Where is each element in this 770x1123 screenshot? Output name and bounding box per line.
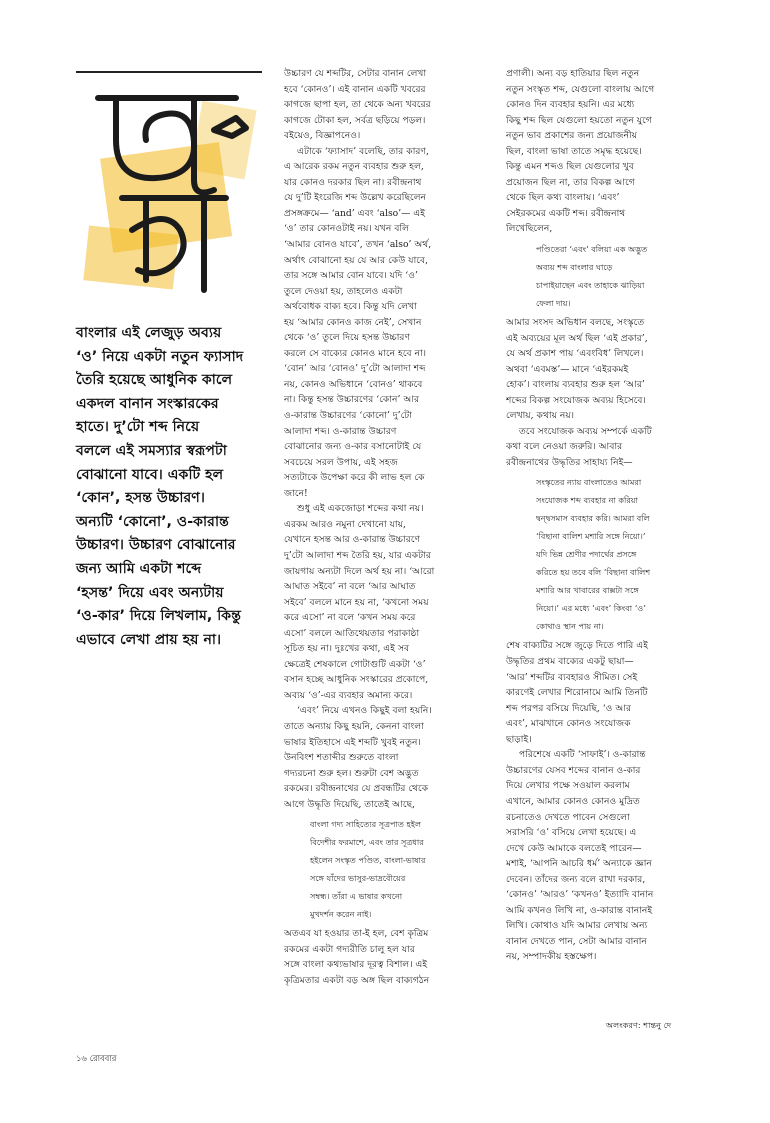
text-line: এটাকে ‘ফ্যাসাদ’ বলেছি, তার কারণ, (297, 145, 429, 157)
pull-quote-line: এভাবে লেখা প্রায় হয় না। (76, 631, 222, 648)
text-line: দ্বন্দ্বসমাস ব্যবহার করি। আমরা বলি (536, 513, 650, 524)
text-line: করলে সে বাক্যের কোনও মানে হবে না। (284, 347, 427, 359)
text-line: ‘আমার বোনও যাবে’, তখন ‘also’ অর্থ, (284, 239, 432, 251)
text-line: এবং’, মাঝখানে কোনও সংযোজক (506, 718, 631, 730)
text-line: না। কিন্তু হসন্ত উচ্চারণের ‘কোন’ আর (284, 394, 420, 406)
text-line: এসো’ বললে আতিথেয়তার পরাকাষ্ঠা (284, 627, 420, 639)
text-line: যেখানে হসন্ত আর ও-কারান্ত উচ্চারণে (284, 534, 421, 546)
pull-quote-line: ‘কোন’, হসন্ত উচ্চারণ। (76, 490, 205, 507)
text-line: বসান হচ্ছে আধুনিক সংস্কারের প্রকোপে, (284, 674, 429, 686)
text-line: উদ্ধৃতির প্রথম বাক্যের একটু ছায়া— (506, 656, 634, 668)
text-line: আগে উদ্ধৃতি দিয়েছি, তাতেই আছে, (284, 798, 416, 810)
column2-paragraph-4 (506, 638, 718, 747)
text-line: কাগজে ছাপা হল, তা থেকে অন্য খবরের (284, 99, 431, 111)
text-line: বইয়েও, বিজ্ঞাপনেও। (284, 130, 361, 142)
column2-paragraph-5 (506, 747, 718, 965)
text-line: ‘আর’ শব্দটির ব্যবহারও সীমিত। সেই (506, 671, 638, 683)
text-line: এরকম আরও নমুনা দেখানো যায়, (284, 518, 406, 530)
text-line: নিয়ো।’ এর মধ্যে ‘এবং’ কিংবা ‘ও’ (536, 603, 646, 614)
text-line: হোক’। বাংলায় ব্যবহার শুরু হল ‘আর’ (506, 379, 645, 391)
text-line: সবচেয়ে সরল উপায়, এই সহজ (284, 456, 398, 468)
pull-quote-line: উচ্চারণ। উচ্চারণ বোঝানোর (76, 537, 236, 554)
text-line: যদি ভিন্ন শ্রেণীর পদার্থের প্রসঙ্গে (536, 549, 637, 560)
text-line: বানান দেখতে পান, সেটা আমার বানান (506, 935, 647, 947)
text-line: লিখেছিলেন, (506, 223, 553, 235)
text-line: প্রয়োজন ছিল না, তার বিকল্প আগে (506, 176, 635, 188)
text-line: হইলেন সংস্কৃত পণ্ডিত, বাংলা-ভাষার (310, 855, 426, 866)
text-line: রকমের। রবীন্দ্রনাথের যে প্রবন্ধটির থেকে (284, 783, 429, 795)
text-line: বাংলা গদ্য সাহিত্যের সূত্রপাত হইল (310, 819, 421, 830)
text-line: যে অর্থ প্রকাশ পায় ‘এবংবিধ’ লিখলে। (506, 348, 644, 360)
pull-quote-line: অন্যটি ‘কোনো’, ও-কারান্ত (76, 513, 229, 530)
text-line: বিদেশীর ফরমাশে, এবং তার সূত্রধার (310, 837, 424, 848)
text-line: শেষ বাক্যটির সঙ্গে জুড়ে দিতে পারি এই (506, 640, 649, 652)
text-line: অব্যয় ‘ও’-এর ব্যবহার অমান্য করে। (284, 689, 413, 701)
text-line: ফেলা দায়। (536, 298, 571, 309)
text-line: করিতে হয় তবে বলি ‘বিছানা বালিশ (536, 567, 651, 578)
column2-paragraph-3 (506, 424, 718, 471)
text-line: পণ্ডিতেরা ‘এবং’ বলিয়া এক অদ্ভুত (536, 244, 648, 255)
text-line: সঙ্গে বাংলা কথ্যভাষার দূরত্ব বিশাল। এই (284, 959, 428, 971)
column2-paragraph-2 (506, 315, 718, 424)
text-line: কিছু শব্দ ছিল যেগুলো হয়তো নতুন যুগে (506, 114, 652, 126)
pull-quote-line: ‘হসন্ত’ দিয়ে এবং অন্যটায় (76, 584, 224, 601)
text-line: অব্যয় শব্দ বাংলার ঘাড়ে (536, 262, 613, 273)
pull-quote-line: বাংলার এই লেজুড় অব্যয় (76, 325, 222, 341)
text-line: দেবেন। তাঁদের জন্য বলে রাখা দরকার, (506, 873, 646, 885)
text-line: চাপাইয়াছেন এবং তাহাকে ঝাড়িয়া (536, 280, 645, 291)
text-line: ও-কারান্ত উচ্চারণের ‘কোনো’ দু’টো (284, 410, 412, 422)
pull-quote-line: বোঝানো যাবে। একটি হল (76, 466, 224, 483)
text-line: যে দু’টি ইংরেজি শব্দ উল্লেখ করেছিলেন (284, 192, 427, 204)
column2-paragraph-1 (506, 66, 718, 237)
text-line: ছাড়াই। (506, 733, 532, 745)
text-line: সঙ্গে যাঁদের ভাসুর-ভাদ্রবৌয়ের (310, 873, 406, 884)
text-line: কোনও দিন ব্যবহার হয়নি। এর মধ্যে (506, 99, 635, 111)
text-line: সরাসরি ‘ও’ বসিয়ে লেখা হয়েছে। এ (506, 827, 637, 839)
text-line: জানে! (284, 487, 308, 499)
text-line: ‘এবং’ নিয়ে এখনও কিছুই বলা হয়নি। (297, 705, 432, 717)
text-line: আমি কখনও লিখি না, ও-কারান্ত বানানই (506, 904, 653, 916)
text-line: সম্বন্ধ। তাঁরা এ ভাষার কখনো (310, 891, 403, 902)
text-line: থেকে ছিল কথ্য বাংলায়। ‘এবং’ (506, 192, 620, 204)
column1-paragraph-3 (284, 501, 499, 703)
text-line: ‘বোন’ আর ‘বোনও’ দু’টো আলাদা শব্দ (284, 363, 426, 375)
text-line: সেইরকমের একটি শব্দ। রবীন্দ্রনাথ (506, 207, 626, 219)
text-line: যার কোনও দরকার ছিল না। রবীন্দ্রনাথ (284, 176, 422, 188)
text-line: গদ্যরচনা শুরু হল। শুরুটা বেশ অদ্ভুত (284, 767, 419, 779)
text-line: সইবে’ বললে মানে হয় না, ‘কখনো সময় (284, 596, 429, 608)
column2-blockquote-2 (536, 473, 718, 635)
text-line: তবে সংযোজক অব্যয় সম্পর্কে একটি (519, 425, 652, 437)
column1-paragraph-1 (284, 66, 499, 144)
text-line: কোথাও স্থান পায় না। (536, 621, 604, 632)
text-line: বোঝানোর জন্য ও-কার বসানোটাই যে (284, 441, 422, 453)
text-line: অর্থবোধক বাক্য হবে। কিন্তু যদি লেখা (284, 301, 417, 313)
text-line: নয়, কোনও অভিধানে ‘বোনও’ থাকবে (284, 378, 423, 390)
title-illustration (76, 80, 262, 305)
text-line: অতএব যা হওয়ার তা-ই হল, বেশ কৃত্রিম (284, 928, 429, 940)
text-line: তুলে দেওয়া হয়, তাহলেও একটা (284, 285, 403, 297)
column2-blockquote-1 (536, 240, 718, 312)
text-line: নতুন সংস্কৃত শব্দ, যেগুলো বাংলায় আগে (506, 83, 655, 95)
text-line: ‘ও’ তার কোনওটাই নয়। যখন বলি (284, 223, 409, 235)
text-line: সংযোজক শব্দ ব্যবহার না করিয়া (536, 495, 638, 506)
text-line: সূচিত হয় না। দুঃখের কথা, এই সব (284, 643, 410, 655)
text-line: কৃত্রিমতার একটা বড় অঙ্গ ছিল বাক্যগঠন (284, 974, 430, 986)
illustration-credit: অলংকরণ: শান্তনু দে (606, 1020, 672, 1030)
pull-quote-line: তৈরি হয়েছে আধুনিক কালে (76, 372, 233, 389)
text-line: মশারি আর খাবারের বাক্সটা সঙ্গে (536, 585, 639, 596)
column1-paragraph-5 (284, 926, 499, 988)
text-line: আমার সংসদ অভিধান বলছে, সংস্কৃতে (506, 317, 645, 329)
text-line: করে এসো’ না বলে ‘কখন সময় করে (284, 612, 416, 624)
text-line: প্রসঙ্গক্রমে— ‘and’ এবং ‘also’— এই (284, 207, 425, 219)
text-line: রকমের একটা গদ্যরীতি চালু হল যার (284, 943, 415, 955)
top-rule (76, 71, 262, 73)
pull-quote-line: ‘ও-কার’ দিয়ে লিখলাম, কিন্তু (76, 608, 242, 625)
text-line: জায়গায় অন্যটা দিলে অর্থ হয় না। ‘আরো (284, 565, 435, 577)
text-line: উচ্চারণ যে শব্দটির, সেটার বানান লেখা (284, 68, 427, 79)
pull-quote-line: জন্য আমি একটা শব্দে (76, 560, 202, 577)
page-number: ১৬ (76, 1053, 87, 1063)
text-line: শুধু এই একজোড়া শব্দের কথা নয়। (297, 503, 424, 515)
text-line: রবীন্দ্রনাথের উদ্ধৃতির সাহায্য নিই— (506, 456, 633, 468)
text-line: ‘বিছানা বালিশ মশারি সঙ্গে নিয়ো।’ (536, 531, 646, 542)
text-line: রচনাতেও দেখতে পাবেন সেগুলো (506, 811, 630, 823)
column1-paragraph-4 (284, 703, 499, 812)
text-line: এ আরেক রকম নতুন ব্যবহার শুরু হল, (284, 161, 424, 173)
text-line: শব্দের বিকল্প সংযোজক অব্যয় হিসেবে। (506, 394, 646, 406)
text-line: লিখি। কোথাও যদি আমার লেখায় অন্য (506, 920, 648, 932)
text-line: ‘কোনও’ ‘আরও’ ‘কখনও’ ইত্যাদি বানান (506, 889, 654, 901)
text-line: ভাষার ইতিহাসে এই শব্দটি খুবই নতুন। (284, 736, 421, 748)
page-footer (76, 1052, 116, 1066)
pull-quote-line: হাতে। দু’টো শব্দ নিয়ে (76, 419, 200, 436)
pull-quote-line: বললে এই সমস্যার স্বরূপটা (76, 442, 227, 459)
text-line: মুখদর্শন করেন নাই। (310, 909, 372, 920)
text-line: লেখায়, কথায় নয়। (506, 410, 575, 422)
text-line: দু’টো আলাদা শব্দ তৈরি হয়, যার একটার (284, 549, 431, 561)
text-line: এই অব্যয়ের মূল অর্থ ছিল ‘এই প্রকার’, (506, 332, 648, 344)
text-line: পরিশেষে একটি ‘সাফাই’। ও-কারান্ত (519, 749, 646, 761)
column1-paragraph-2 (284, 144, 499, 502)
text-line: আলাদা শব্দ। ও-কারান্ত উচ্চারণ (284, 425, 397, 437)
pull-quote-line: একদল বানান সংস্কারকের (76, 395, 219, 412)
article-column-2 (506, 66, 718, 965)
text-line: থেকে ‘ও’ তুলে দিয়ে হসন্ত উচ্চারণ (284, 332, 411, 344)
text-line: ছিল, বাংলা ভাষা তাতে সমৃদ্ধ হয়েছে। (506, 145, 642, 157)
pull-quote-line: ‘ও’ নিয়ে একটা নতুন ফ্যাসাদ (76, 348, 244, 365)
text-line: উচ্চারণের যেসব শব্দের বানান ও-কার (506, 764, 641, 776)
text-line: দেখে কেউ আমাকে বলতেই পারেন— (506, 842, 642, 854)
text-line: নয়, সম্পাদকীয় হস্তক্ষেপ। (506, 951, 597, 963)
text-line: তার সঙ্গে আমার বোন যাবে। যদি ‘ও’ (284, 270, 418, 282)
text-line: শব্দ পরপর বসিয়ে দিয়েছি, ‘ও আর (506, 702, 632, 714)
pull-quote (76, 322, 266, 652)
text-line: সত্যটাকে উপেক্ষা করে কী লাভ হল কে (284, 472, 425, 484)
illustration-wash-3 (190, 101, 256, 179)
text-line: মশাই, ‘আপনি আচরি ধর্ম’ অন্যাকে জ্ঞান (506, 858, 652, 870)
magazine-name: রোববার (89, 1053, 117, 1063)
text-line: এখানে, আমার কোনও কোনও মুদ্রিত (506, 795, 640, 807)
text-line: নতুন ভাব প্রকাশের জন্য প্রয়োজনীয় (506, 130, 638, 142)
text-line: তাতে অন্যায় কিছু হয়নি, কেননা বাংলা (284, 720, 424, 732)
text-line: অথবা ‘এবমস্ত’— মানে ‘এইরকমই (506, 363, 629, 375)
text-line: দিয়ে লেখার পক্ষে সওয়াল করলাম (506, 780, 630, 792)
text-line: আঘাত সইবে’ না বলে ‘আর আঘাত (284, 581, 416, 593)
text-line: সংস্কৃতের ন্যায় বাংলাতেও আমরা (536, 477, 642, 488)
article-column-1 (284, 66, 499, 988)
text-line: কাগজে টোকা হল, সর্বত্র ছড়িয়ে পড়ল। (284, 114, 426, 126)
column1-blockquote (310, 815, 499, 923)
text-line: কিন্তু এমন শব্দও ছিল যেগুলোর খুব (506, 161, 634, 173)
text-line: ক্ষেত্রেই শেষকালে গোটাগুটি একটা ‘ও’ (284, 658, 426, 670)
text-line: কারণেই লেখার শিরোনামে আমি তিনটি (506, 687, 648, 699)
text-line: হয় ‘আমার কোনও কাজ নেই’, সেখান (284, 316, 422, 328)
illustration-wash-2 (83, 225, 178, 289)
text-line: হবে ‘কোনও’। এই বানান একটি খবরের (284, 83, 426, 95)
text-line: অর্থাৎ বোঝানো হয় যে আর কেউ যাবে, (284, 254, 428, 266)
text-line: প্রণালী। অন্য বড় হাতিয়ার ছিল নতুন (506, 68, 640, 79)
text-line: উনবিংশ শতাব্দীর শুরুতে বাংলা (284, 752, 399, 764)
text-line: কথা বলে নেওয়া জরুরি। আবার (506, 441, 623, 453)
